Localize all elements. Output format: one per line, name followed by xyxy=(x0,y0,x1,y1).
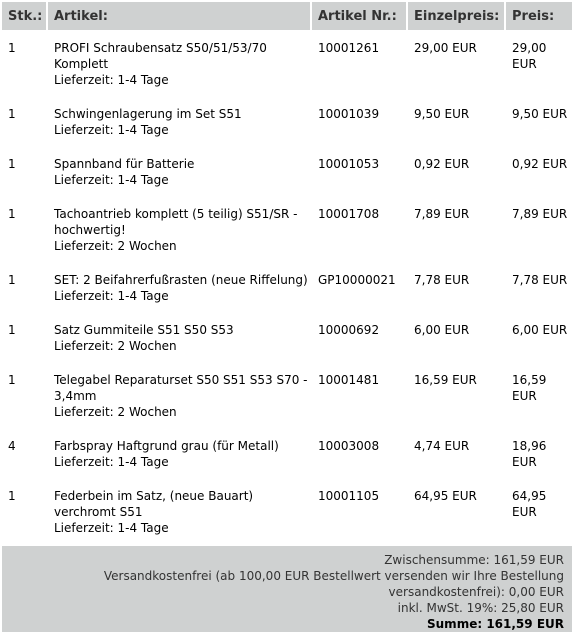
article-name: Telegabel Reparaturset S50 S51 S53 S70 - 3,4mm xyxy=(54,373,308,403)
tax-line: inkl. MwSt. 19%: 25,80 EUR xyxy=(397,601,564,615)
table-row xyxy=(2,478,572,544)
row-price: 18,96 EUR xyxy=(512,439,547,469)
row-price: 7,89 EUR xyxy=(512,207,568,221)
subtotal-line: Zwischensumme: 161,59 EUR xyxy=(384,553,564,567)
delivery-time: Lieferzeit: 2 Wochen xyxy=(54,339,177,353)
total-value: 161,59 EUR xyxy=(486,617,564,631)
article-name: Schwingenlagerung im Set S51 xyxy=(54,107,242,121)
row-article xyxy=(48,478,312,544)
table-row xyxy=(2,362,572,428)
row-article-number: 10000692 xyxy=(318,323,380,337)
delivery-time: Lieferzeit: 2 Wochen xyxy=(54,405,177,419)
delivery-time: Lieferzeit: 1-4 Tage xyxy=(54,73,169,87)
header-price: Preis: xyxy=(506,2,572,30)
row-price: 29,00 EUR xyxy=(512,41,547,71)
row-article-number: 10001105 xyxy=(318,489,380,503)
row-qty: 1 xyxy=(8,273,16,287)
table-row xyxy=(2,312,572,362)
shipping-line: Versandkostenfrei (ab 100,00 EUR Bestellwert versenden wir Ihre Bestellung versandkostenfrei): 0,00 EUR xyxy=(103,569,564,599)
row-price: 64,95 EUR xyxy=(512,489,547,519)
row-unit-price: 7,89 EUR xyxy=(414,207,470,221)
row-article xyxy=(48,30,312,96)
table-row xyxy=(2,428,572,478)
row-article-number: 10001053 xyxy=(318,157,380,171)
header-qty: Stk.: xyxy=(2,2,48,30)
delivery-time: Lieferzeit: 1-4 Tage xyxy=(54,455,169,469)
row-article-number: 10001481 xyxy=(318,373,380,387)
article-name: Satz Gummiteile S51 S50 S53 xyxy=(54,323,234,337)
row-article xyxy=(48,428,312,478)
table-row xyxy=(2,146,572,196)
row-unit-price: 7,78 EUR xyxy=(414,273,470,287)
row-price: 7,78 EUR xyxy=(512,273,568,287)
row-price: 6,00 EUR xyxy=(512,323,568,337)
delivery-time: Lieferzeit: 1-4 Tage xyxy=(54,289,169,303)
row-qty: 1 xyxy=(8,373,16,387)
table-row xyxy=(2,30,572,96)
row-article xyxy=(48,362,312,428)
row-unit-price: 29,00 EUR xyxy=(414,41,477,55)
row-qty: 1 xyxy=(8,157,16,171)
row-article xyxy=(48,262,312,312)
order-table xyxy=(2,2,572,544)
table-row xyxy=(2,96,572,146)
article-name: Spannband für Batterie xyxy=(54,157,195,171)
row-article-number: 10001261 xyxy=(318,41,380,55)
row-qty: 4 xyxy=(8,439,16,453)
row-article xyxy=(48,196,312,262)
row-unit-price: 64,95 EUR xyxy=(414,489,477,503)
article-name: Farbspray Haftgrund grau (für Metall) xyxy=(54,439,279,453)
article-name: Federbein im Satz, (neue Bauart) verchromt S51 xyxy=(54,489,254,519)
order-rows xyxy=(2,30,572,544)
table-row xyxy=(2,196,572,262)
article-name: SET: 2 Beifahrerfußrasten (neue Riffelung) xyxy=(54,273,308,287)
row-article-number: 10001708 xyxy=(318,207,380,221)
row-unit-price: 0,92 EUR xyxy=(414,157,470,171)
row-article xyxy=(48,96,312,146)
row-qty: 1 xyxy=(8,207,16,221)
row-price: 9,50 EUR xyxy=(512,107,568,121)
row-article-number: 10001039 xyxy=(318,107,380,121)
table-row xyxy=(2,262,572,312)
article-name: PROFI Schraubensatz S50/51/53/70 Komplett xyxy=(54,41,267,71)
row-unit-price: 16,59 EUR xyxy=(414,373,477,387)
row-price: 0,92 EUR xyxy=(512,157,568,171)
delivery-time: Lieferzeit: 1-4 Tage xyxy=(54,173,169,187)
row-article xyxy=(48,146,312,196)
row-unit-price: 4,74 EUR xyxy=(414,439,470,453)
delivery-time: Lieferzeit: 1-4 Tage xyxy=(54,123,169,137)
header-article: Artikel: xyxy=(48,2,312,30)
row-unit-price: 6,00 EUR xyxy=(414,323,470,337)
total-label: Summe: xyxy=(427,617,483,631)
row-article xyxy=(48,312,312,362)
order-summary xyxy=(2,546,572,632)
row-qty: 1 xyxy=(8,107,16,121)
article-name: Tachoantrieb komplett (5 teilig) S51/SR - hochwertig! xyxy=(54,207,298,237)
table-header-row xyxy=(2,2,572,30)
row-qty: 1 xyxy=(8,323,16,337)
row-qty: 1 xyxy=(8,41,16,55)
row-article-number: GP10000021 xyxy=(318,273,396,287)
delivery-time: Lieferzeit: 2 Wochen xyxy=(54,239,177,253)
row-unit-price: 9,50 EUR xyxy=(414,107,470,121)
row-qty: 1 xyxy=(8,489,16,503)
row-price: 16,59 EUR xyxy=(512,373,547,403)
row-article-number: 10003008 xyxy=(318,439,380,453)
header-article-number: Artikel Nr.: xyxy=(312,2,408,30)
header-unit-price: Einzelpreis: xyxy=(408,2,506,30)
total-line xyxy=(44,616,564,632)
delivery-time: Lieferzeit: 1-4 Tage xyxy=(54,521,169,535)
